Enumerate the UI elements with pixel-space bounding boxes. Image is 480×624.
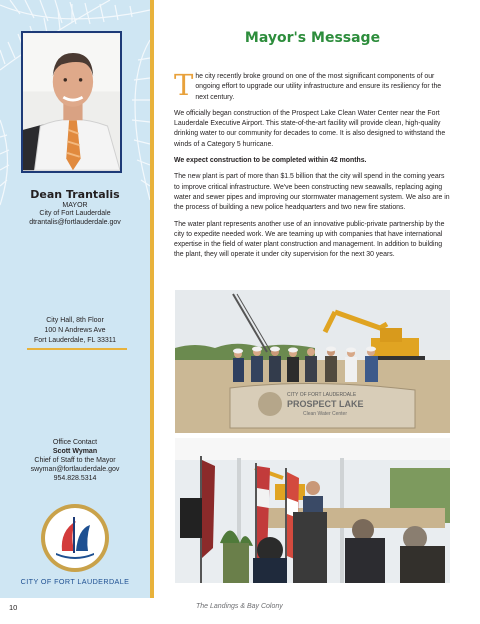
contact-email[interactable]: swyman@fortlauderdale.gov (30, 466, 120, 473)
paragraph: The new plant is part of more than $1.5 billion that the city will spend in the coming years to improve critical infrastructure. We've been constructing new seawalls, replacing aging water and sewer pipes and improving our stormwater management system. We also are in the process of building a new police headquarters and two new fire stations. (174, 173, 450, 212)
mayor-name: Dean Trantalis (30, 188, 120, 201)
address-line: Fort Lauderdale, FL 33311 (33, 337, 117, 344)
article-body (174, 68, 452, 267)
contact-phone[interactable]: 954.828.5314 (53, 475, 97, 482)
mayor-email[interactable]: dtrantalis@fortlauderdale.gov (29, 219, 121, 226)
address-line: 100 N Andrews Ave (44, 327, 106, 334)
ceremony-photo (175, 438, 450, 583)
mayor-portrait (21, 31, 122, 173)
paragraph: The city recently broke ground on one of the most significant components of our ongoing effort to upgrade our utility infrastructure and ensure its resiliency for the next century. (174, 68, 442, 102)
sign-line-1: CITY OF FORT LAUDERDALE (287, 392, 357, 398)
sidebar (0, 0, 150, 598)
groundbreaking-photo (175, 290, 450, 433)
vertical-divider (150, 0, 154, 598)
contact-role: Chief of Staff to the Mayor (34, 457, 116, 464)
sign-line-2: PROSPECT LAKE (287, 399, 364, 409)
divider (27, 348, 127, 350)
contact-name: Scott Wyman (52, 448, 98, 455)
city-seal-logo (40, 503, 110, 573)
office-contact (0, 438, 150, 483)
address-line: City Hall, 8th Floor (46, 317, 104, 324)
mayor-info (0, 188, 150, 227)
address-block (0, 316, 150, 346)
contact-label: Office Contact (52, 439, 98, 446)
mayor-title: MAYOR (62, 202, 88, 209)
sign-line-3: Clean Water Center (303, 411, 347, 417)
page-title: Mayor's Message (244, 30, 381, 46)
publication-title: The Landings & Bay Colony (196, 603, 283, 610)
paragraph: The water plant represents another use of an innovative public-private partnership by the city to expedite needed work. We are teaming up with companies that have international expertise in the field of water plant construction and management. In addition to building the plant, they will operate it under city supervision for the next 30 years. (174, 220, 445, 259)
paragraph-highlight: We expect construction to be completed within 42 months. (174, 157, 367, 165)
city-name-label: CITY OF FORT LAUDERDALE (20, 577, 130, 586)
mayor-organization: City of Fort Lauderdale (39, 210, 111, 217)
page-number: 10 (9, 603, 18, 612)
drop-cap: T (174, 68, 194, 102)
paragraph: We officially began construction of the Prospect Lake Clean Water Center near the Fort Lauderdale Executive Airport. This state-of-the-art facility will provide clean, high-quality drinking water to our community for decades to come. It is also designed to withstand the winds of a Category 5 hurricane. (174, 109, 446, 148)
